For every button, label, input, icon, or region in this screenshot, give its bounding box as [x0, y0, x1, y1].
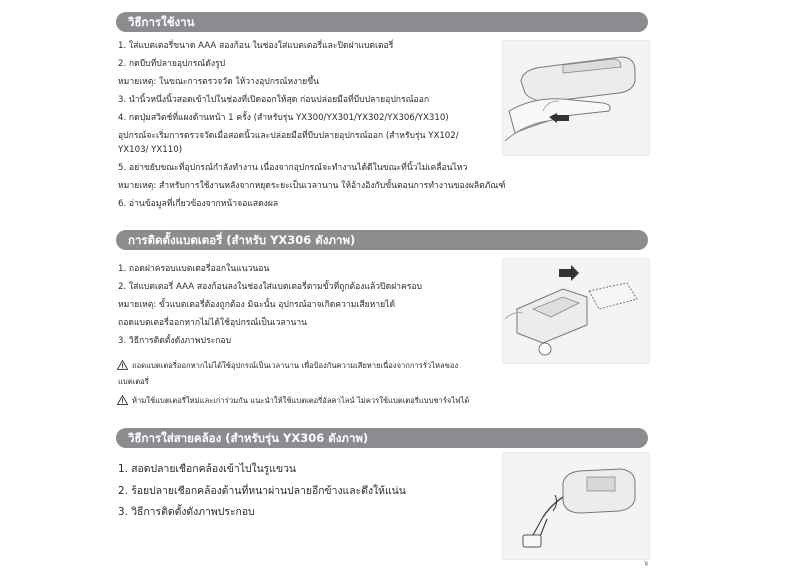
lanyard-step-1: 1. สอดปลายเชือกคล้องเข้าไปในรูแขวน: [118, 463, 297, 475]
usage-step-4-cont: อุปกรณ์จะเริ่มการตรวจวัดเมื่อสอดนิ้วและปล่อยมือที่บีบปลายอุปกรณ์ออก (สำหรับรุ่น YX102/: [118, 131, 459, 141]
usage-step-4: 4. กดปุ่มสวิตช์ที่แผงด้านหน้า 1 ครั้ง (สำหรับรุ่น YX300/YX301/YX302/YX306/YX310): [118, 113, 449, 123]
lanyard-step-2: 2. ร้อยปลายเชือกคล้องด้านที่หนาผ่านปลายอีกข้างและดึงให้แน่น: [118, 485, 406, 497]
battery-warning-2: ห้ามใช้แบตเตอรี่ใหม่และเก่าร่วมกัน แนะนำให้ใช้แบตเตอรี่อัลคาไลน์ ไม่ควรใช้แบตเตอรี่แบบชาร์จไฟได้: [132, 396, 470, 405]
battery-warning-1: ถอดแบตเตอรี่ออกหากไม่ได้ใช้อุปกรณ์เป็นเวลานาน เพื่อป้องกันความเสียหายเนื่องจากการรั่วไหลของ: [132, 361, 459, 370]
usage-note-1: หมายเหตุ: ในขณะการตรวจวัด ให้วางอุปกรณ์หงายขึ้น: [118, 77, 319, 87]
battery-step-1: 1. ถอดฝาครอบแบตเตอรี่ออกในแนวนอน: [118, 264, 270, 274]
lanyard-illustration: [502, 452, 650, 560]
oximeter-finger-icon: [503, 41, 649, 155]
finger-insert-illustration: [502, 40, 650, 156]
battery-step-3: 3. วิธีการติดตั้งดังภาพประกอบ: [118, 336, 232, 346]
lanyard-loop-icon: [503, 453, 649, 559]
battery-note-2: ถอดแบตเตอรี่ออกหากไม่ได้ใช้อุปกรณ์เป็นเวลานาน: [118, 318, 308, 328]
section-header-usage: วิธีการใช้งาน: [116, 12, 648, 32]
usage-step-6: 6. อ่านข้อมูลที่เกี่ยวข้องจากหน้าจอแสดงผล: [118, 199, 279, 209]
battery-note: หมายเหตุ: ขั้วแบตเตอรี่ต้องถูกต้อง มิฉะนั้น อุปกรณ์อาจเกิดความเสียหายได้: [118, 300, 396, 310]
section-header-battery: การติดตั้งแบตเตอรี่ (สำหรับ YX306 ดังภาพ): [116, 230, 648, 250]
battery-warning-1-cont: แบตเตอรี่: [118, 377, 149, 386]
battery-install-illustration: [502, 258, 650, 364]
usage-step-5: 5. อย่าขยับขณะที่อุปกรณ์กำลังทำงาน เนื่องจากอุปกรณ์จะทำงานได้ดีในขณะที่นิ้วไม่เคลื่อนไหว: [118, 163, 468, 173]
warning-icon: [117, 360, 128, 370]
warning-icon: [117, 395, 128, 405]
usage-step-4-cont2: YX103/ YX110): [118, 145, 183, 155]
usage-note-2: หมายเหตุ: สำหรับการใช้งานหลังจากหยุดระยะเป็นเวลานาน ให้อ้างอิงกับขั้นตอนการทำงานของผลิตภัณฑ์: [118, 181, 506, 191]
usage-step-2: 2. กดบีบที่ปลายอุปกรณ์ดังรูป: [118, 59, 226, 69]
usage-step-1: 1. ใส่แบตเตอรี่ขนาด AAA สองก้อน ในช่องใส่แบตเตอรี่และปิดฝาแบตเตอรี่: [118, 41, 394, 51]
battery-cover-icon: [503, 259, 649, 363]
usage-step-3: 3. นำนิ้วหนึ่งนิ้วสอดเข้าไปในช่องที่เปิดออกให้สุด ก่อนปล่อยมือที่บีบปลายอุปกรณ์ออก: [118, 95, 430, 105]
battery-step-2: 2. ใส่แบตเตอรี่ AAA สองก้อนลงในช่องใส่แบตเตอรี่ตามขั้วที่ถูกต้องแล้วปิดฝาครอบ: [118, 282, 422, 292]
page-number: ๖: [644, 560, 648, 567]
lanyard-step-3: 3. วิธีการติดตั้งดังภาพประกอบ: [118, 506, 255, 518]
section-header-lanyard: วิธีการใส่สายคล้อง (สำหรับรุ่น YX306 ดังภาพ): [116, 428, 648, 448]
